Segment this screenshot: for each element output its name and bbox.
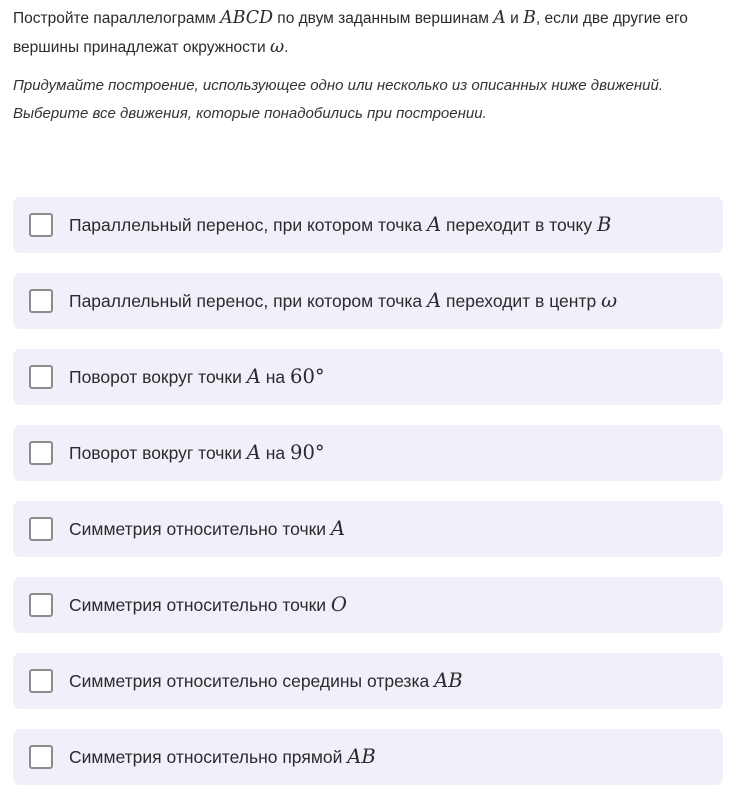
- option-math: O: [330, 593, 347, 616]
- option-text: переходит в центр: [441, 291, 602, 311]
- statement-text-4: , если две другие его вершины принадлежат окружности: [13, 10, 688, 56]
- statement-text-5: .: [284, 39, 289, 56]
- option-math: ω: [601, 289, 618, 312]
- option-label: [69, 213, 611, 237]
- checkbox[interactable]: [29, 365, 53, 389]
- checkbox[interactable]: [29, 669, 53, 693]
- option-label: [69, 365, 325, 389]
- option-rotation-90[interactable]: [13, 425, 723, 481]
- option-label: [69, 441, 325, 465]
- option-math: A: [426, 289, 442, 312]
- task-instruction: [13, 72, 723, 128]
- option-symmetry-point-a[interactable]: [13, 501, 723, 557]
- checkbox[interactable]: [29, 289, 53, 313]
- instruction-line-1: Придумайте построение, использующее одно или несколько из описанных ниже движений.: [13, 77, 664, 94]
- option-symmetry-point-o[interactable]: [13, 577, 723, 633]
- statement-math-abcd: ABCD: [220, 8, 273, 28]
- option-text: Симметрия относительно прямой: [69, 747, 348, 767]
- option-math: 90°: [289, 441, 325, 464]
- option-math: A: [246, 441, 261, 464]
- option-text: Симметрия относительно точки: [69, 519, 331, 539]
- checkbox[interactable]: [29, 213, 53, 237]
- option-text: Поворот вокруг точки: [69, 443, 247, 463]
- option-text: переходит в точку: [441, 215, 597, 235]
- option-label: [69, 517, 345, 541]
- option-translation-a-to-center[interactable]: [13, 273, 723, 329]
- option-math: A: [426, 213, 442, 236]
- option-symmetry-line-ab[interactable]: [13, 729, 723, 785]
- option-translation-a-to-b[interactable]: [13, 197, 723, 253]
- option-label: [69, 669, 463, 693]
- checkbox[interactable]: [29, 745, 53, 769]
- option-text: на: [260, 367, 290, 387]
- statement-text-2: по двум заданным вершинам: [273, 10, 494, 27]
- option-label: [69, 289, 617, 313]
- option-math: AB: [434, 669, 463, 692]
- answer-options: [13, 197, 723, 805]
- statement-text-1: Постройте параллелограмм: [13, 10, 221, 27]
- checkbox[interactable]: [29, 593, 53, 617]
- task-statement: [13, 4, 723, 62]
- option-text: Симметрия относительно точки: [69, 595, 331, 615]
- option-math: 60°: [289, 365, 325, 388]
- instruction-line-2: Выберите все движения, которые понадобились при построении.: [13, 105, 487, 122]
- option-text: Параллельный перенос, при котором точка: [69, 215, 427, 235]
- statement-text-3: и: [505, 10, 524, 27]
- option-label: [69, 745, 376, 769]
- statement-math-b: B: [523, 8, 536, 28]
- option-label: [69, 593, 347, 617]
- option-symmetry-midpoint-ab[interactable]: [13, 653, 723, 709]
- statement-math-a: A: [493, 8, 506, 28]
- option-text: Параллельный перенос, при котором точка: [69, 291, 427, 311]
- option-math: A: [246, 365, 261, 388]
- option-rotation-60[interactable]: [13, 349, 723, 405]
- checkbox[interactable]: [29, 517, 53, 541]
- statement-math-omega: ω: [269, 37, 285, 57]
- option-text: на: [260, 443, 290, 463]
- checkbox[interactable]: [29, 441, 53, 465]
- option-math: B: [596, 213, 612, 236]
- option-text: Поворот вокруг точки: [69, 367, 247, 387]
- option-math: A: [330, 517, 346, 540]
- option-math: AB: [347, 745, 376, 768]
- task-block: [13, 4, 723, 128]
- option-text: Симметрия относительно середины отрезка: [69, 671, 435, 691]
